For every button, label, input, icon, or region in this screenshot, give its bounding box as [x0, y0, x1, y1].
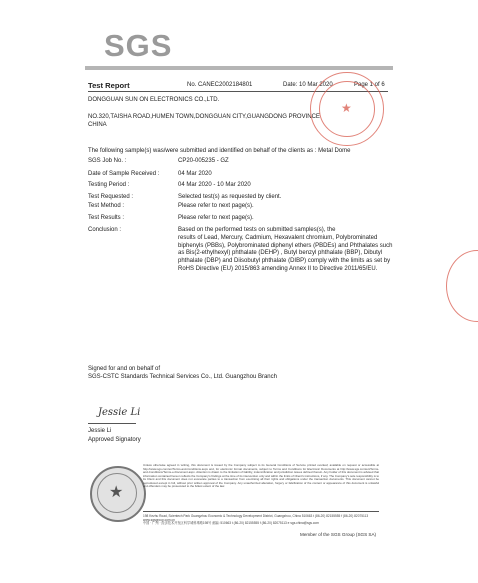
- signed-line: Signed for and on behalf of: [88, 366, 161, 372]
- conclusion-line: biphenyls (PBBs), Polybrominated diphenyl ethers (PBDEs) and Phthalates such: [178, 242, 393, 249]
- footer-rule: [143, 511, 379, 512]
- signatory-name: Jessie Li: [88, 428, 112, 434]
- conclusion-line: phthalate (DBP) and Diisobutyl phthalate (DIBP) comply with the limits as set by: [178, 258, 391, 265]
- report-date: Date: 10 Mar 2020: [283, 82, 333, 88]
- report-title: Test Report: [88, 81, 130, 90]
- conclusion-line: Based on the performed tests on submitted samples(s), the: [178, 227, 336, 233]
- stamp-star-icon: ★: [341, 101, 352, 115]
- field-label: SGS Job No. :: [88, 158, 127, 164]
- field-label: Testing Period :: [88, 182, 130, 188]
- logo-rule: [85, 66, 393, 70]
- signed-company: SGS-CSTC Standards Technical Services Co., Ltd. Guangzhou Branch: [88, 374, 277, 380]
- intro-text: The following sample(s) was/were submitted and identified on behalf of the clients as : Metal Dome: [88, 148, 351, 154]
- footer-address-en: 198 Kezhu Road, Scientech Park Guangzhou Economic & Technology Development District, Guangzhou, China 510663 t (86-20) 82155555 f (86-20) 82075113 www.sgsgroup.com.cn: [143, 514, 369, 522]
- official-seal: [90, 466, 146, 522]
- field-value: 04 Mar 2020: [178, 171, 212, 177]
- footer-address-cn: 中国 · 广州 · 经济技术开发区科学城科珠路198号 邮编: 510663 t (86-20) 82155555 f (86-20) 82075113 e sgs.china@sgs.com: [143, 521, 319, 525]
- field-label: Test Results :: [88, 215, 125, 221]
- page-number: Page 1 of 6: [354, 82, 385, 88]
- field-label: Test Method :: [88, 203, 125, 209]
- field-value: Selected test(s) as requested by client.: [178, 194, 282, 200]
- field-value: Please refer to next page(s).: [178, 203, 254, 209]
- field-label: Date of Sample Received :: [88, 171, 160, 177]
- sgs-logo: SGS: [104, 28, 173, 63]
- applicant-country: CHINA: [88, 122, 107, 128]
- report-number: No. CANEC2002184801: [187, 82, 253, 88]
- conclusion-label: Conclusion :: [88, 227, 122, 233]
- edge-stamp: [446, 250, 478, 322]
- field-value: CP20-005235 - GZ: [178, 158, 229, 164]
- seal-star-icon: ★: [109, 484, 124, 501]
- company-stamp: [310, 72, 384, 146]
- field-value: 04 Mar 2020 - 10 Mar 2020: [178, 182, 251, 188]
- conclusion-line: as Bis(2-ethylhexyl) phthalate (DEHP) , Butyl benzyl phthalate (BBP), Dibutyl: [178, 250, 383, 257]
- conclusion-text: [178, 227, 442, 274]
- applicant-name: DONGGUAN SUN ON ELECTRONICS CO.,LTD.: [88, 97, 220, 103]
- conclusion-line: results of Lead, Mercury, Cadmium, Hexavalent chromium, Polybrominated: [178, 234, 378, 241]
- signature: Jessie Li: [98, 407, 141, 418]
- signatory-role: Approved Signatory: [88, 437, 141, 443]
- signature-rule: [88, 423, 136, 424]
- terms-text: Unless otherwise agreed in writing, this document is issued by the Company subject to its General Conditions of Service printed overleaf, available on request or accessible at http://www.sgs.com/en/Terms-and-Conditions.aspx and, for electronic format documents, subject to Terms and Conditions for Electronic Documents at http://www.sgs.com/en/Terms-and-Conditions/Terms-e-Document.aspx. Attention is drawn to the limitation of liability, indemnification and jurisdiction issues defined therein. Any holder of this document is advised that information contained hereon reflects the Company's findings at the time of its intervention only and within the limits of Client's instructions, if any. The Company's sole responsibility is to its Client and this document does not exonerate parties to a transaction from exercising all their rights and obligations under the transaction documents. This document cannot be reproduced except in full, without prior written approval of the Company. Any unauthorized alteration, forgery or falsification of the content or appearance of this document is unlawful and offenders may be prosecuted to the fullest extent of the law.: [143, 463, 379, 488]
- applicant-address: NO.320,TAISHA ROAD,HUMEN TOWN,DONGGUAN CITY,GUANGDONG PROVINCE: [88, 114, 320, 120]
- conclusion-line: RoHS Directive (EU) 2015/863 amending Annex II to Directive 2011/65/EU.: [178, 265, 378, 272]
- member-text: Member of the SGS Group (SGS SA): [300, 532, 377, 537]
- field-value: Please refer to next page(s).: [178, 215, 254, 221]
- field-label: Test Requested :: [88, 194, 134, 200]
